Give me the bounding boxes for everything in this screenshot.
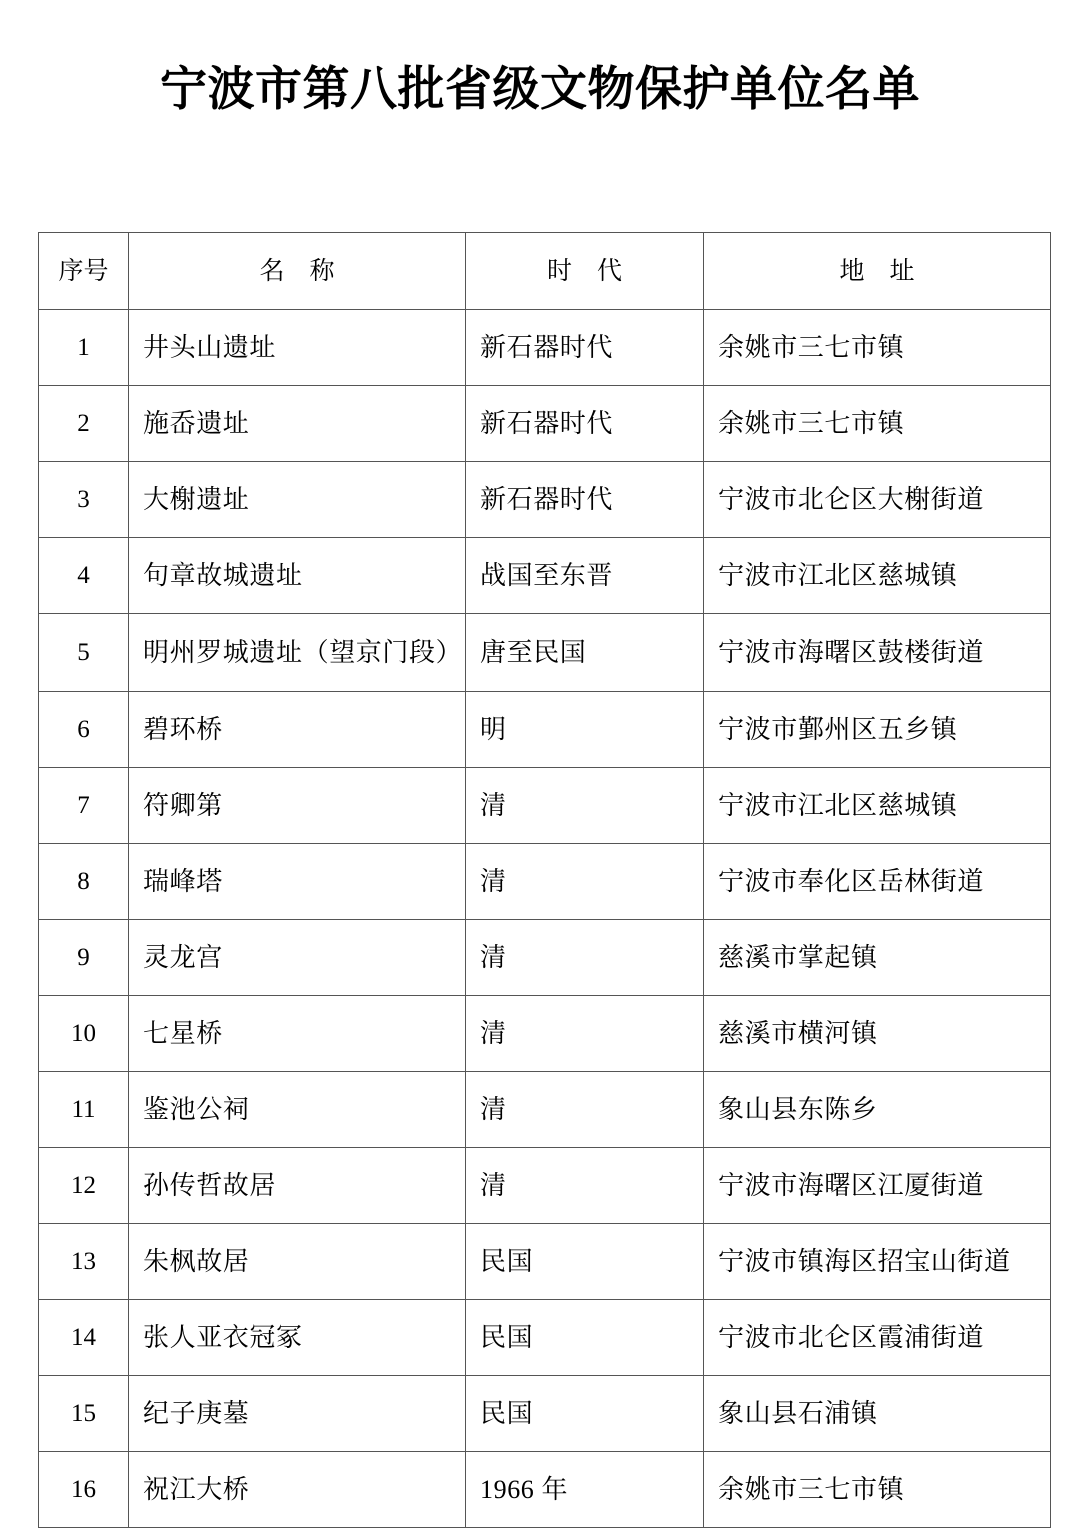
cell-name: 朱枫故居 <box>129 1224 466 1300</box>
cell-name: 井头山遗址 <box>129 310 466 386</box>
cell-name: 明州罗城遗址（望京门段） <box>129 614 466 692</box>
cell-address: 宁波市镇海区招宝山街道 <box>704 1224 1051 1300</box>
cell-address: 余姚市三七市镇 <box>704 386 1051 462</box>
cell-address: 宁波市北仑区大榭街道 <box>704 462 1051 538</box>
cell-name: 碧环桥 <box>129 692 466 768</box>
cell-name: 符卿第 <box>129 768 466 844</box>
cell-era: 唐至民国 <box>466 614 704 692</box>
table-row <box>39 462 1051 538</box>
cell-address: 象山县石浦镇 <box>704 1376 1051 1452</box>
cell-era: 1966 年 <box>466 1452 704 1528</box>
cell-name: 纪子庚墓 <box>129 1376 466 1452</box>
cell-address: 象山县东陈乡 <box>704 1072 1051 1148</box>
table-row <box>39 996 1051 1072</box>
table-row <box>39 1072 1051 1148</box>
cell-name: 施岙遗址 <box>129 386 466 462</box>
cell-address: 慈溪市横河镇 <box>704 996 1051 1072</box>
cell-era: 民国 <box>466 1224 704 1300</box>
column-header-era: 时 代 <box>466 233 704 310</box>
cell-era: 清 <box>466 1072 704 1148</box>
cell-number: 2 <box>39 386 129 462</box>
cell-era: 清 <box>466 996 704 1072</box>
cell-name: 祝江大桥 <box>129 1452 466 1528</box>
cell-number: 5 <box>39 614 129 692</box>
cell-number: 11 <box>39 1072 129 1148</box>
cell-number: 16 <box>39 1452 129 1528</box>
table-header-row <box>39 233 1051 310</box>
cell-number: 3 <box>39 462 129 538</box>
table-row <box>39 1148 1051 1224</box>
table-row <box>39 844 1051 920</box>
cell-name: 灵龙宫 <box>129 920 466 996</box>
cell-era: 明 <box>466 692 704 768</box>
protected-sites-table-container <box>38 232 1050 1528</box>
cell-number: 9 <box>39 920 129 996</box>
cell-name: 孙传哲故居 <box>129 1148 466 1224</box>
cell-address: 宁波市鄞州区五乡镇 <box>704 692 1051 768</box>
cell-address: 宁波市北仑区霞浦街道 <box>704 1300 1051 1376</box>
table-header <box>39 233 1051 310</box>
cell-name: 瑞峰塔 <box>129 844 466 920</box>
cell-era: 清 <box>466 768 704 844</box>
cell-address: 宁波市海曙区鼓楼街道 <box>704 614 1051 692</box>
cell-era: 清 <box>466 920 704 996</box>
cell-era: 新石器时代 <box>466 462 704 538</box>
column-header-number: 序号 <box>39 233 129 310</box>
cell-number: 6 <box>39 692 129 768</box>
table-row <box>39 1300 1051 1376</box>
cell-address: 宁波市海曙区江厦街道 <box>704 1148 1051 1224</box>
table-row <box>39 1376 1051 1452</box>
cell-address: 余姚市三七市镇 <box>704 310 1051 386</box>
cell-era: 新石器时代 <box>466 310 704 386</box>
cell-name: 张人亚衣冠冢 <box>129 1300 466 1376</box>
table-row <box>39 614 1051 692</box>
cell-era: 清 <box>466 844 704 920</box>
cell-era: 民国 <box>466 1376 704 1452</box>
cell-number: 12 <box>39 1148 129 1224</box>
cell-name: 鉴池公祠 <box>129 1072 466 1148</box>
table-row <box>39 920 1051 996</box>
cell-number: 4 <box>39 538 129 614</box>
cell-address: 宁波市江北区慈城镇 <box>704 538 1051 614</box>
table-row <box>39 386 1051 462</box>
table-row <box>39 768 1051 844</box>
table-row <box>39 692 1051 768</box>
cell-address: 宁波市奉化区岳林街道 <box>704 844 1051 920</box>
cell-era: 民国 <box>466 1300 704 1376</box>
cell-number: 15 <box>39 1376 129 1452</box>
cell-number: 13 <box>39 1224 129 1300</box>
protected-sites-table <box>38 232 1051 1528</box>
cell-number: 10 <box>39 996 129 1072</box>
table-row <box>39 310 1051 386</box>
cell-number: 14 <box>39 1300 129 1376</box>
table-row <box>39 538 1051 614</box>
cell-era: 新石器时代 <box>466 386 704 462</box>
table-row <box>39 1224 1051 1300</box>
cell-era: 战国至东晋 <box>466 538 704 614</box>
cell-name: 句章故城遗址 <box>129 538 466 614</box>
cell-address: 慈溪市掌起镇 <box>704 920 1051 996</box>
cell-number: 7 <box>39 768 129 844</box>
cell-number: 1 <box>39 310 129 386</box>
cell-address: 余姚市三七市镇 <box>704 1452 1051 1528</box>
cell-name: 七星桥 <box>129 996 466 1072</box>
table-body <box>39 310 1051 1528</box>
cell-name: 大榭遗址 <box>129 462 466 538</box>
page-title: 宁波市第八批省级文物保护单位名单 <box>160 64 920 117</box>
cell-era: 清 <box>466 1148 704 1224</box>
table-row <box>39 1452 1051 1528</box>
cell-address: 宁波市江北区慈城镇 <box>704 768 1051 844</box>
column-header-address: 地 址 <box>704 233 1051 310</box>
column-header-name: 名 称 <box>129 233 466 310</box>
cell-number: 8 <box>39 844 129 920</box>
